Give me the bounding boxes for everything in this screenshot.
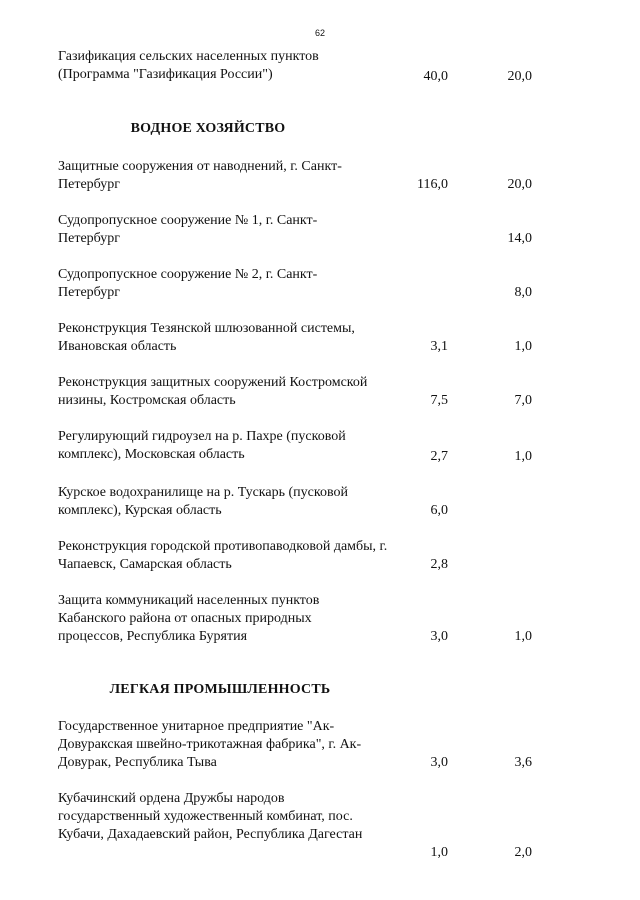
page-number: 62	[314, 28, 325, 38]
entry-name: Судопропускное сооружение № 2, г. Санкт-Петербург	[58, 267, 318, 300]
entry-name: Государственное унитарное предприятие "Ак-Довуракская швейно-трикотажная фабрика", г. Ак-Довурак, Республика Тыва	[58, 719, 362, 770]
entry-name: Кубачинский ордена Дружбы народов государственный художественный комбинат, пос. Кубачи, Дахадаевский район, Республика Дагестан	[58, 791, 363, 842]
entry-name: Реконструкция защитных сооружений Костромской низины, Костромская область	[58, 375, 368, 408]
value-col-2: 7,0	[514, 393, 532, 408]
section-title: ЛЕГКАЯ ПРОМЫШЛЕННОСТЬ	[109, 682, 331, 697]
value-col-1: 7,5	[430, 393, 448, 408]
value-col-1: 2,7	[430, 449, 448, 464]
value-col-2: 20,0	[507, 69, 532, 84]
value-col-1: 3,0	[430, 629, 448, 644]
entry-name: Реконструкция городской противопаводковой дамбы, г. Чапаевск, Самарская область	[58, 539, 388, 572]
entry-name: Защита коммуникаций населенных пунктов Кабанского района от опасных природных процессов, Республика Бурятия	[58, 593, 320, 644]
value-col-2: 20,0	[507, 177, 532, 192]
value-col-2: 1,0	[514, 629, 532, 644]
entry-name: Газификация сельских населенных пунктов (Программа "Газификация России")	[58, 49, 319, 82]
entry-name: Курское водохранилище на р. Тускарь (пусковой комплекс), Курская область	[58, 485, 348, 518]
entry-name: Защитные сооружения от наводнений, г. Санкт-Петербург	[58, 159, 342, 192]
entry-name: Судопропускное сооружение № 1, г. Санкт-Петербург	[58, 213, 318, 246]
value-col-2: 2,0	[514, 845, 532, 860]
section-title: ВОДНОЕ ХОЗЯЙСТВО	[130, 121, 286, 136]
value-col-2: 14,0	[507, 231, 532, 246]
value-col-1: 116,0	[417, 177, 448, 192]
value-col-1: 3,1	[430, 339, 448, 354]
value-col-1: 40,0	[423, 69, 448, 84]
entry-name: Реконструкция Тезянской шлюзованной системы, Ивановская область	[58, 321, 355, 354]
value-col-2: 3,6	[514, 755, 532, 770]
value-col-1: 1,0	[430, 845, 448, 860]
value-col-1: 6,0	[430, 503, 448, 518]
entry-name: Регулирующий гидроузел на р. Пахре (пусковой комплекс), Московская область	[58, 429, 346, 462]
value-col-1: 3,0	[430, 755, 448, 770]
value-col-2: 8,0	[514, 285, 532, 300]
value-col-1: 2,8	[430, 557, 448, 572]
value-col-2: 1,0	[514, 339, 532, 354]
value-col-2: 1,0	[514, 449, 532, 464]
